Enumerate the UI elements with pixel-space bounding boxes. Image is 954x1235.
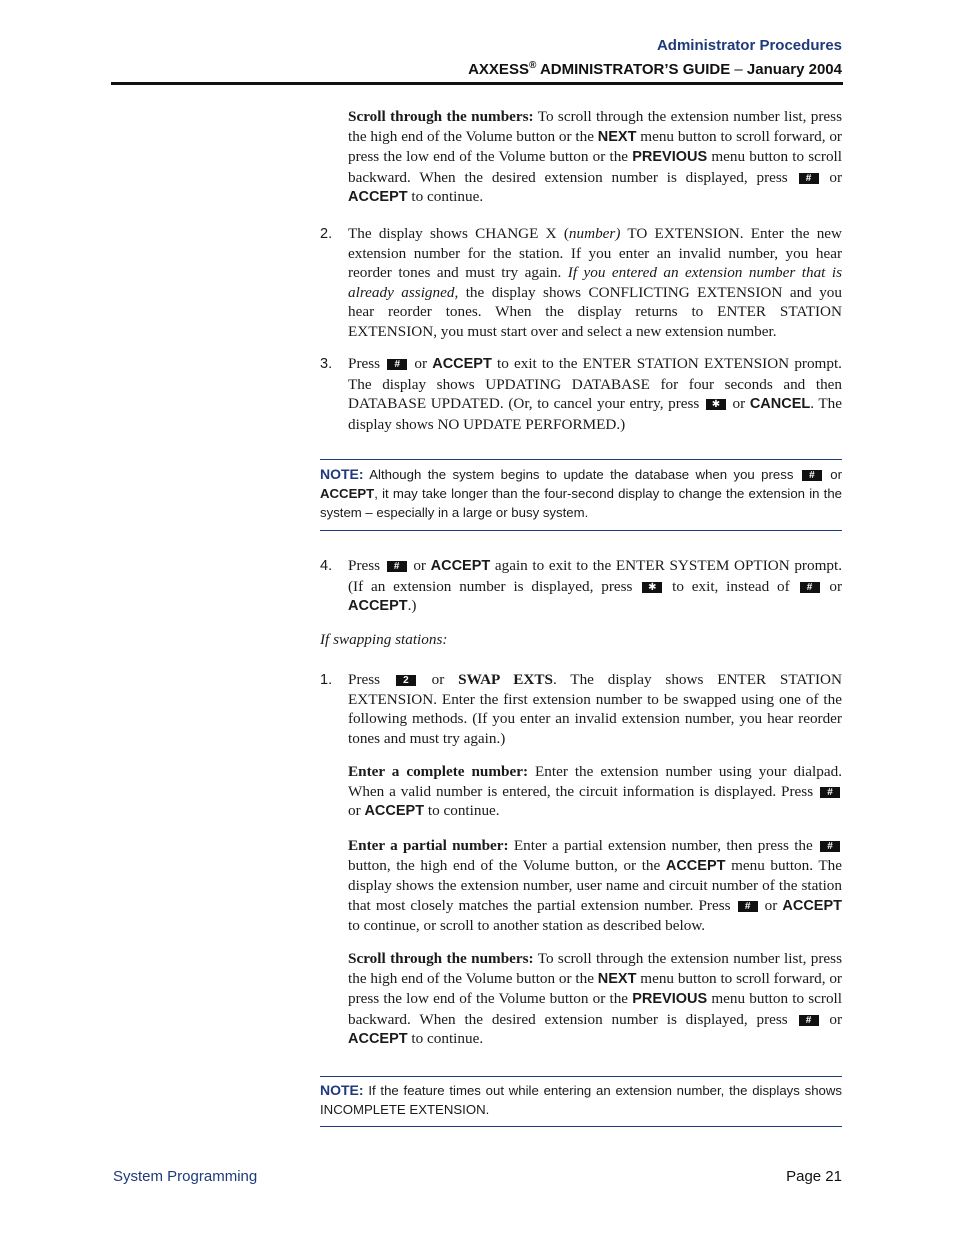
- scroll-numbers-paragraph: [348, 949, 842, 1050]
- text: The display shows CHANGE X (: [348, 225, 569, 242]
- scroll-numbers-paragraph: [348, 107, 842, 208]
- guide-brand: AXXESS: [468, 61, 529, 78]
- step-number: 4.: [320, 558, 333, 574]
- previous-label: PREVIOUS: [632, 991, 708, 1007]
- text: menu button to scroll backward. When the desired extension number is displayed, press: [348, 990, 842, 1028]
- note-rule-bottom: [320, 530, 842, 531]
- pound-key-icon: #: [799, 1015, 819, 1026]
- previous-label: PREVIOUS: [632, 149, 708, 165]
- note-label: NOTE:: [320, 1082, 364, 1098]
- text: If the feature times out while entering an extension number, the displays shows INCOMPLETE EXTENSION.: [320, 1083, 842, 1117]
- text: or: [759, 896, 783, 914]
- pound-key-icon: #: [820, 787, 840, 798]
- text: to continue.: [424, 802, 500, 819]
- step-number: 3.: [320, 356, 333, 372]
- star-key-icon: ✱: [642, 582, 662, 593]
- text: or: [820, 1010, 842, 1028]
- accept-label: ACCEPT: [665, 857, 726, 874]
- note-label: NOTE:: [320, 466, 364, 482]
- text: menu button. The display shows the extension number, user name and circuit number of the station that most closely matches the partial extension number. Press: [348, 856, 842, 914]
- text: TO EXTENSION. Enter the new extension number for the station. If you enter an invalid number, you hear reorder tones and must try again.: [348, 225, 842, 281]
- paragraph-lead: Enter a complete number:: [348, 763, 529, 780]
- step-3-paragraph: [348, 354, 842, 434]
- text: to exit, instead of: [664, 577, 798, 595]
- step-number: 2.: [320, 226, 333, 242]
- pound-key-icon: #: [387, 359, 407, 370]
- text: . The display shows NO UPDATE PERFORMED.): [348, 395, 842, 433]
- text: menu button to scroll forward, or press the low end of the Volume button or the: [348, 969, 842, 1007]
- accept-label: ACCEPT: [348, 189, 408, 205]
- text: Enter the extension number using your dialpad. When a valid number is entered, the circuit information is displayed. Press: [348, 763, 842, 800]
- step-2-paragraph: [348, 224, 842, 341]
- text: or: [823, 467, 842, 482]
- accept-label: ACCEPT: [320, 486, 375, 501]
- text: Enter a partial extension number, then press the: [508, 837, 819, 854]
- accept-label: ACCEPT: [432, 356, 492, 372]
- pound-key-icon: #: [802, 470, 822, 481]
- pound-key-icon: #: [738, 901, 758, 912]
- text: If you entered an extension number that is already assigned,: [348, 264, 842, 301]
- text: to exit to the ENTER STATION EXTENSION prompt. The display shows UPDATING DATABASE for four seconds and then DATABASE UPDATED. (Or, to cancel your entry, press: [348, 355, 842, 412]
- accept-label: ACCEPT: [348, 1031, 408, 1047]
- note-rule-bottom: [320, 1126, 842, 1127]
- text: the display shows CONFLICTING EXTENSION and you hear reorder tones. When the display returns to ENTER STATION EXTENSION, you must start over and select a new extension number.: [348, 283, 842, 340]
- header-rule: [111, 82, 843, 85]
- text: Press: [348, 557, 385, 574]
- guide-dash: –: [730, 61, 747, 78]
- paragraph-lead: Scroll through the numbers:: [348, 108, 534, 125]
- pound-key-icon: #: [800, 582, 820, 593]
- guide-date: January 2004: [746, 61, 842, 78]
- text: Although the system begins to update the database when you press: [363, 467, 800, 482]
- text: menu button to scroll backward. When the desired extension number is displayed, press: [348, 148, 842, 186]
- note-box: [320, 465, 842, 522]
- complete-number-paragraph: [348, 762, 842, 822]
- pound-key-icon: #: [820, 841, 840, 852]
- text: Press: [348, 355, 386, 372]
- next-label: NEXT: [597, 128, 637, 145]
- paragraph-lead: Scroll through the numbers:: [348, 950, 534, 967]
- swap-exts-label: SWAP EXTS: [458, 671, 553, 688]
- guide-title: [468, 60, 842, 78]
- text: To scroll through the extension number list, press the high end of the Volume button or the: [348, 108, 842, 145]
- text: , it may take longer than the four-second display to change the extension in the system – especially in a large or busy system.: [320, 486, 842, 520]
- star-key-icon: ✱: [706, 399, 726, 410]
- text: button, the high end of the Volume button, or the: [348, 856, 666, 874]
- text: or: [727, 395, 750, 412]
- accept-label: ACCEPT: [430, 558, 491, 574]
- text: . The display shows ENTER STATION EXTENSION. Enter the first extension number to be swapped using one of the following methods. (If you enter an invalid extension number, you hear reorder tones and must try again.): [348, 671, 842, 747]
- pound-key-icon: #: [799, 173, 819, 184]
- step-number: 1.: [320, 672, 333, 688]
- text: or: [409, 355, 433, 372]
- registered-mark: ®: [528, 60, 537, 71]
- text: To scroll through the extension number list, press the high end of the Volume button or the: [348, 950, 842, 987]
- text: or: [829, 577, 843, 595]
- text: .): [407, 597, 417, 614]
- text: to continue, or scroll to another station as described below.: [348, 917, 706, 934]
- text: or: [408, 557, 431, 574]
- section-title: Administrator Procedures: [656, 37, 842, 54]
- note-rule-top: [320, 459, 842, 460]
- pound-key-icon: #: [387, 561, 407, 572]
- swap-step-1-paragraph: [348, 670, 842, 748]
- partial-number-paragraph: [348, 836, 842, 936]
- footer-section-link: System Programming: [113, 1168, 258, 1185]
- step-4-paragraph: [348, 556, 842, 617]
- text: to continue.: [407, 1030, 484, 1047]
- text: or: [348, 802, 365, 819]
- page-number: Page 21: [786, 1168, 842, 1185]
- two-key-icon: 2: [396, 675, 416, 686]
- accept-label: ACCEPT: [348, 598, 408, 614]
- cancel-label: CANCEL: [749, 396, 811, 412]
- swap-heading: If swapping stations:: [320, 631, 448, 648]
- text: Press: [348, 671, 394, 688]
- text: to continue.: [407, 188, 484, 205]
- paragraph-lead: Enter a partial number:: [348, 837, 509, 854]
- accept-label: ACCEPT: [782, 897, 843, 914]
- accept-label: ACCEPT: [364, 803, 425, 819]
- text: menu button to scroll forward, or press the low end of the Volume button or the: [348, 127, 842, 165]
- text: or: [820, 168, 842, 186]
- text: or: [417, 671, 459, 688]
- text: number): [568, 225, 621, 242]
- note-rule-top: [320, 1076, 842, 1077]
- guide-title-text: ADMINISTRATOR’S GUIDE: [536, 61, 731, 78]
- next-label: NEXT: [597, 970, 637, 987]
- note-box: [320, 1081, 842, 1119]
- text: again to exit to the ENTER SYSTEM OPTION prompt. (If an extension number is displayed, press: [348, 557, 842, 595]
